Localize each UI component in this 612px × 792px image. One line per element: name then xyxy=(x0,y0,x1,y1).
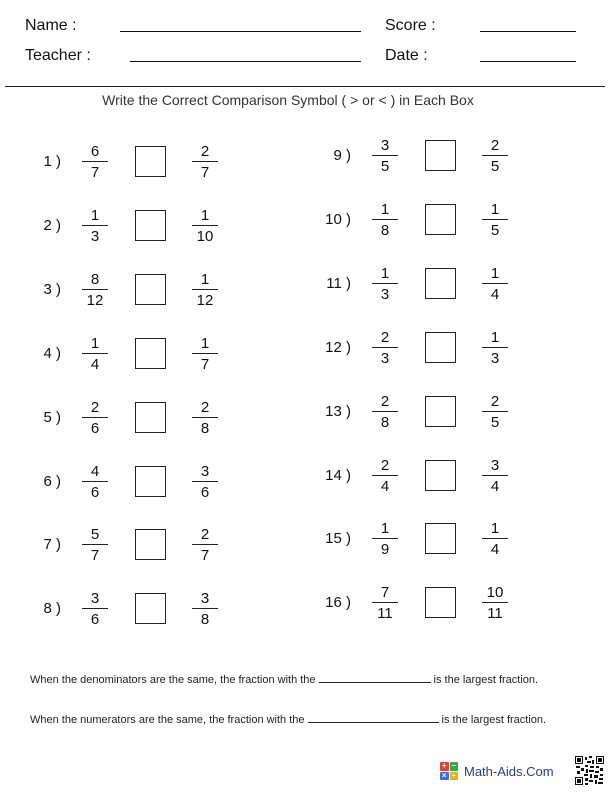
fraction-bar xyxy=(482,602,508,603)
right-fraction xyxy=(482,201,508,239)
numerator: 1 xyxy=(490,520,500,538)
qr-code-icon xyxy=(575,756,604,785)
numerator: 3 xyxy=(200,462,210,480)
score-label: Score : xyxy=(385,17,436,34)
left-fraction xyxy=(372,457,398,495)
instructions: Write the Correct Comparison Symbol ( > or < ) in Each Box xyxy=(102,92,474,108)
problem-number: 13 ) xyxy=(325,402,351,420)
denominator: 11 xyxy=(377,605,393,623)
problem-number: 12 ) xyxy=(325,338,351,356)
answer-box[interactable] xyxy=(425,523,456,554)
denominator: 7 xyxy=(200,164,210,181)
numerator: 1 xyxy=(380,264,390,282)
fraction-bar xyxy=(82,608,108,609)
denominator: 6 xyxy=(90,611,100,629)
name-field[interactable] xyxy=(120,31,361,32)
problem-number: 10 ) xyxy=(325,210,351,228)
denominator: 4 xyxy=(490,477,500,495)
denominator: 4 xyxy=(90,355,100,373)
left-fraction xyxy=(82,143,108,181)
right-fraction xyxy=(482,137,508,175)
fraction-bar xyxy=(192,481,218,482)
fraction-bar xyxy=(192,289,218,290)
problem-number: 7 ) xyxy=(43,536,61,554)
denominator: 8 xyxy=(380,221,390,239)
right-fraction xyxy=(192,590,218,628)
answer-box[interactable] xyxy=(425,396,456,427)
fraction-bar xyxy=(482,411,508,412)
numerator: 3 xyxy=(90,590,100,608)
denominator: 6 xyxy=(90,419,100,437)
numerator: 1 xyxy=(380,200,390,218)
fraction-bar xyxy=(372,411,398,412)
denominator: 3 xyxy=(380,285,390,303)
fraction-bar xyxy=(192,225,218,226)
numerator: 6 xyxy=(90,143,100,160)
right-fraction xyxy=(192,207,218,245)
numerator: 3 xyxy=(380,137,390,154)
denominator: 12 xyxy=(86,291,104,309)
fraction-bar xyxy=(82,161,108,162)
calculator-icon xyxy=(440,762,458,780)
numerator: 1 xyxy=(90,206,100,224)
numerator: 1 xyxy=(490,264,500,282)
denominator: 8 xyxy=(200,611,210,629)
divide-icon: ÷ xyxy=(450,772,459,781)
right-fraction xyxy=(192,271,218,309)
fraction-bar xyxy=(372,283,398,284)
fraction-bar xyxy=(372,602,398,603)
problem-number: 16 ) xyxy=(325,594,351,612)
problem-number: 4 ) xyxy=(43,344,61,362)
numerator: 2 xyxy=(200,526,210,544)
denominator: 9 xyxy=(380,541,390,559)
fraction-bar xyxy=(192,417,218,418)
header-divider xyxy=(5,86,605,87)
left-fraction xyxy=(372,265,398,303)
denominator: 4 xyxy=(490,285,500,303)
fraction-bar xyxy=(482,347,508,348)
answer-box[interactable] xyxy=(425,204,456,235)
fraction-bar xyxy=(372,155,398,156)
denominator: 7 xyxy=(200,355,210,373)
numerator: 7 xyxy=(380,584,390,602)
rule-sentence-numerators xyxy=(30,712,546,726)
answer-box[interactable] xyxy=(135,402,166,433)
fraction-bar xyxy=(82,417,108,418)
rule-text-after: is the largest fraction. xyxy=(441,714,547,726)
answer-box[interactable] xyxy=(135,466,166,497)
denominator: 6 xyxy=(90,483,100,501)
teacher-label: Teacher : xyxy=(25,47,91,64)
left-fraction xyxy=(82,335,108,373)
fraction-bar xyxy=(482,475,508,476)
denominator: 8 xyxy=(380,413,390,431)
denominator: 11 xyxy=(487,605,503,623)
numerator: 2 xyxy=(380,328,390,346)
numerator: 1 xyxy=(200,270,210,288)
right-fraction xyxy=(192,335,218,373)
date-field[interactable] xyxy=(480,61,576,62)
denominator: 4 xyxy=(380,477,390,495)
numerator: 2 xyxy=(200,143,210,160)
denominator: 3 xyxy=(490,349,500,367)
left-fraction xyxy=(82,207,108,245)
right-fraction xyxy=(192,399,218,437)
times-icon: × xyxy=(441,770,447,780)
fraction-bar xyxy=(82,481,108,482)
right-fraction xyxy=(482,520,508,558)
left-fraction xyxy=(82,526,108,564)
left-fraction xyxy=(372,393,398,431)
numerator: 5 xyxy=(90,526,100,544)
denominator: 12 xyxy=(196,291,214,309)
teacher-field[interactable] xyxy=(130,61,361,62)
numerator: 2 xyxy=(490,392,500,410)
denominator: 5 xyxy=(490,221,500,239)
right-fraction xyxy=(482,584,508,622)
numerator: 2 xyxy=(490,137,500,154)
right-fraction xyxy=(482,393,508,431)
denominator: 4 xyxy=(490,541,500,559)
numerator: 2 xyxy=(200,398,210,416)
numerator: 3 xyxy=(200,590,210,608)
fraction-bar xyxy=(192,353,218,354)
denominator: 7 xyxy=(90,547,100,565)
numerator: 4 xyxy=(90,462,100,480)
fraction-bar xyxy=(192,161,218,162)
score-field[interactable] xyxy=(480,31,576,32)
answer-box[interactable] xyxy=(135,210,166,241)
date-label: Date : xyxy=(385,47,428,64)
rule-text-before: When the denominators are the same, the fraction with the xyxy=(30,674,316,686)
brand-name: Math-Aids.Com xyxy=(464,763,554,779)
rule-blank-numerators[interactable] xyxy=(308,712,439,723)
problem-number: 2 ) xyxy=(43,216,61,234)
left-fraction xyxy=(372,520,398,558)
fraction-bar xyxy=(482,538,508,539)
left-fraction xyxy=(372,329,398,367)
rule-blank-denominators[interactable] xyxy=(319,672,431,683)
numerator: 3 xyxy=(490,456,500,474)
fraction-bar xyxy=(82,225,108,226)
left-fraction xyxy=(82,399,108,437)
numerator: 1 xyxy=(200,206,210,224)
problem-number: 1 ) xyxy=(43,153,61,170)
fraction-bar xyxy=(82,353,108,354)
numerator: 1 xyxy=(90,334,100,352)
fraction-bar xyxy=(192,544,218,545)
problem-number: 11 ) xyxy=(326,274,351,292)
right-fraction xyxy=(192,143,218,181)
answer-box[interactable] xyxy=(425,140,456,171)
fraction-bar xyxy=(372,347,398,348)
answer-box[interactable] xyxy=(135,274,166,305)
numerator: 2 xyxy=(380,456,390,474)
fraction-bar xyxy=(372,538,398,539)
fraction-bar xyxy=(82,544,108,545)
denominator: 10 xyxy=(196,227,214,245)
rule-sentence-denominators xyxy=(30,672,538,686)
right-fraction xyxy=(482,457,508,495)
denominator: 5 xyxy=(380,158,390,175)
rule-text-after: is the largest fraction. xyxy=(433,674,539,686)
left-fraction xyxy=(372,201,398,239)
right-fraction xyxy=(192,463,218,501)
rule-text-before: When the numerators are the same, the fraction with the xyxy=(30,714,305,726)
problem-number: 5 ) xyxy=(43,408,61,426)
numerator: 8 xyxy=(90,270,100,288)
problem-number: 3 ) xyxy=(43,280,61,298)
answer-box[interactable] xyxy=(425,587,456,618)
right-fraction xyxy=(192,526,218,564)
left-fraction xyxy=(82,590,108,628)
answer-box[interactable] xyxy=(135,529,166,560)
answer-box[interactable] xyxy=(425,460,456,491)
name-label: Name : xyxy=(25,17,77,34)
numerator: 2 xyxy=(380,392,390,410)
denominator: 6 xyxy=(200,483,210,501)
problem-number: 15 ) xyxy=(325,530,351,548)
answer-box[interactable] xyxy=(425,332,456,363)
fraction-bar xyxy=(482,283,508,284)
left-fraction xyxy=(82,463,108,501)
footer-brand xyxy=(440,762,554,780)
answer-box[interactable] xyxy=(135,146,166,177)
fraction-bar xyxy=(482,155,508,156)
plus-icon: + xyxy=(441,761,447,770)
left-fraction xyxy=(372,137,398,175)
numerator: 10 xyxy=(486,584,504,602)
denominator: 5 xyxy=(490,413,500,431)
fraction-bar xyxy=(372,475,398,476)
denominator: 5 xyxy=(490,158,500,175)
left-fraction xyxy=(82,271,108,309)
fraction-bar xyxy=(192,608,218,609)
problem-number: 6 ) xyxy=(43,472,61,490)
denominator: 3 xyxy=(90,227,100,245)
denominator: 7 xyxy=(200,547,210,565)
answer-box[interactable] xyxy=(425,268,456,299)
fraction-bar xyxy=(372,219,398,220)
answer-box[interactable] xyxy=(135,338,166,369)
problem-number: 8 ) xyxy=(43,600,61,618)
right-fraction xyxy=(482,265,508,303)
fraction-bar xyxy=(482,219,508,220)
fraction-bar xyxy=(82,289,108,290)
minus-icon: − xyxy=(451,761,457,770)
answer-box[interactable] xyxy=(135,593,166,624)
problem-number: 9 ) xyxy=(333,147,351,164)
denominator: 7 xyxy=(90,164,100,181)
right-fraction xyxy=(482,329,508,367)
denominator: 8 xyxy=(200,419,210,437)
numerator: 1 xyxy=(380,520,390,538)
numerator: 1 xyxy=(490,328,500,346)
numerator: 2 xyxy=(90,398,100,416)
numerator: 1 xyxy=(490,200,500,218)
denominator: 3 xyxy=(380,349,390,367)
left-fraction xyxy=(372,584,398,622)
problem-number: 14 ) xyxy=(325,466,351,484)
numerator: 1 xyxy=(200,334,210,352)
